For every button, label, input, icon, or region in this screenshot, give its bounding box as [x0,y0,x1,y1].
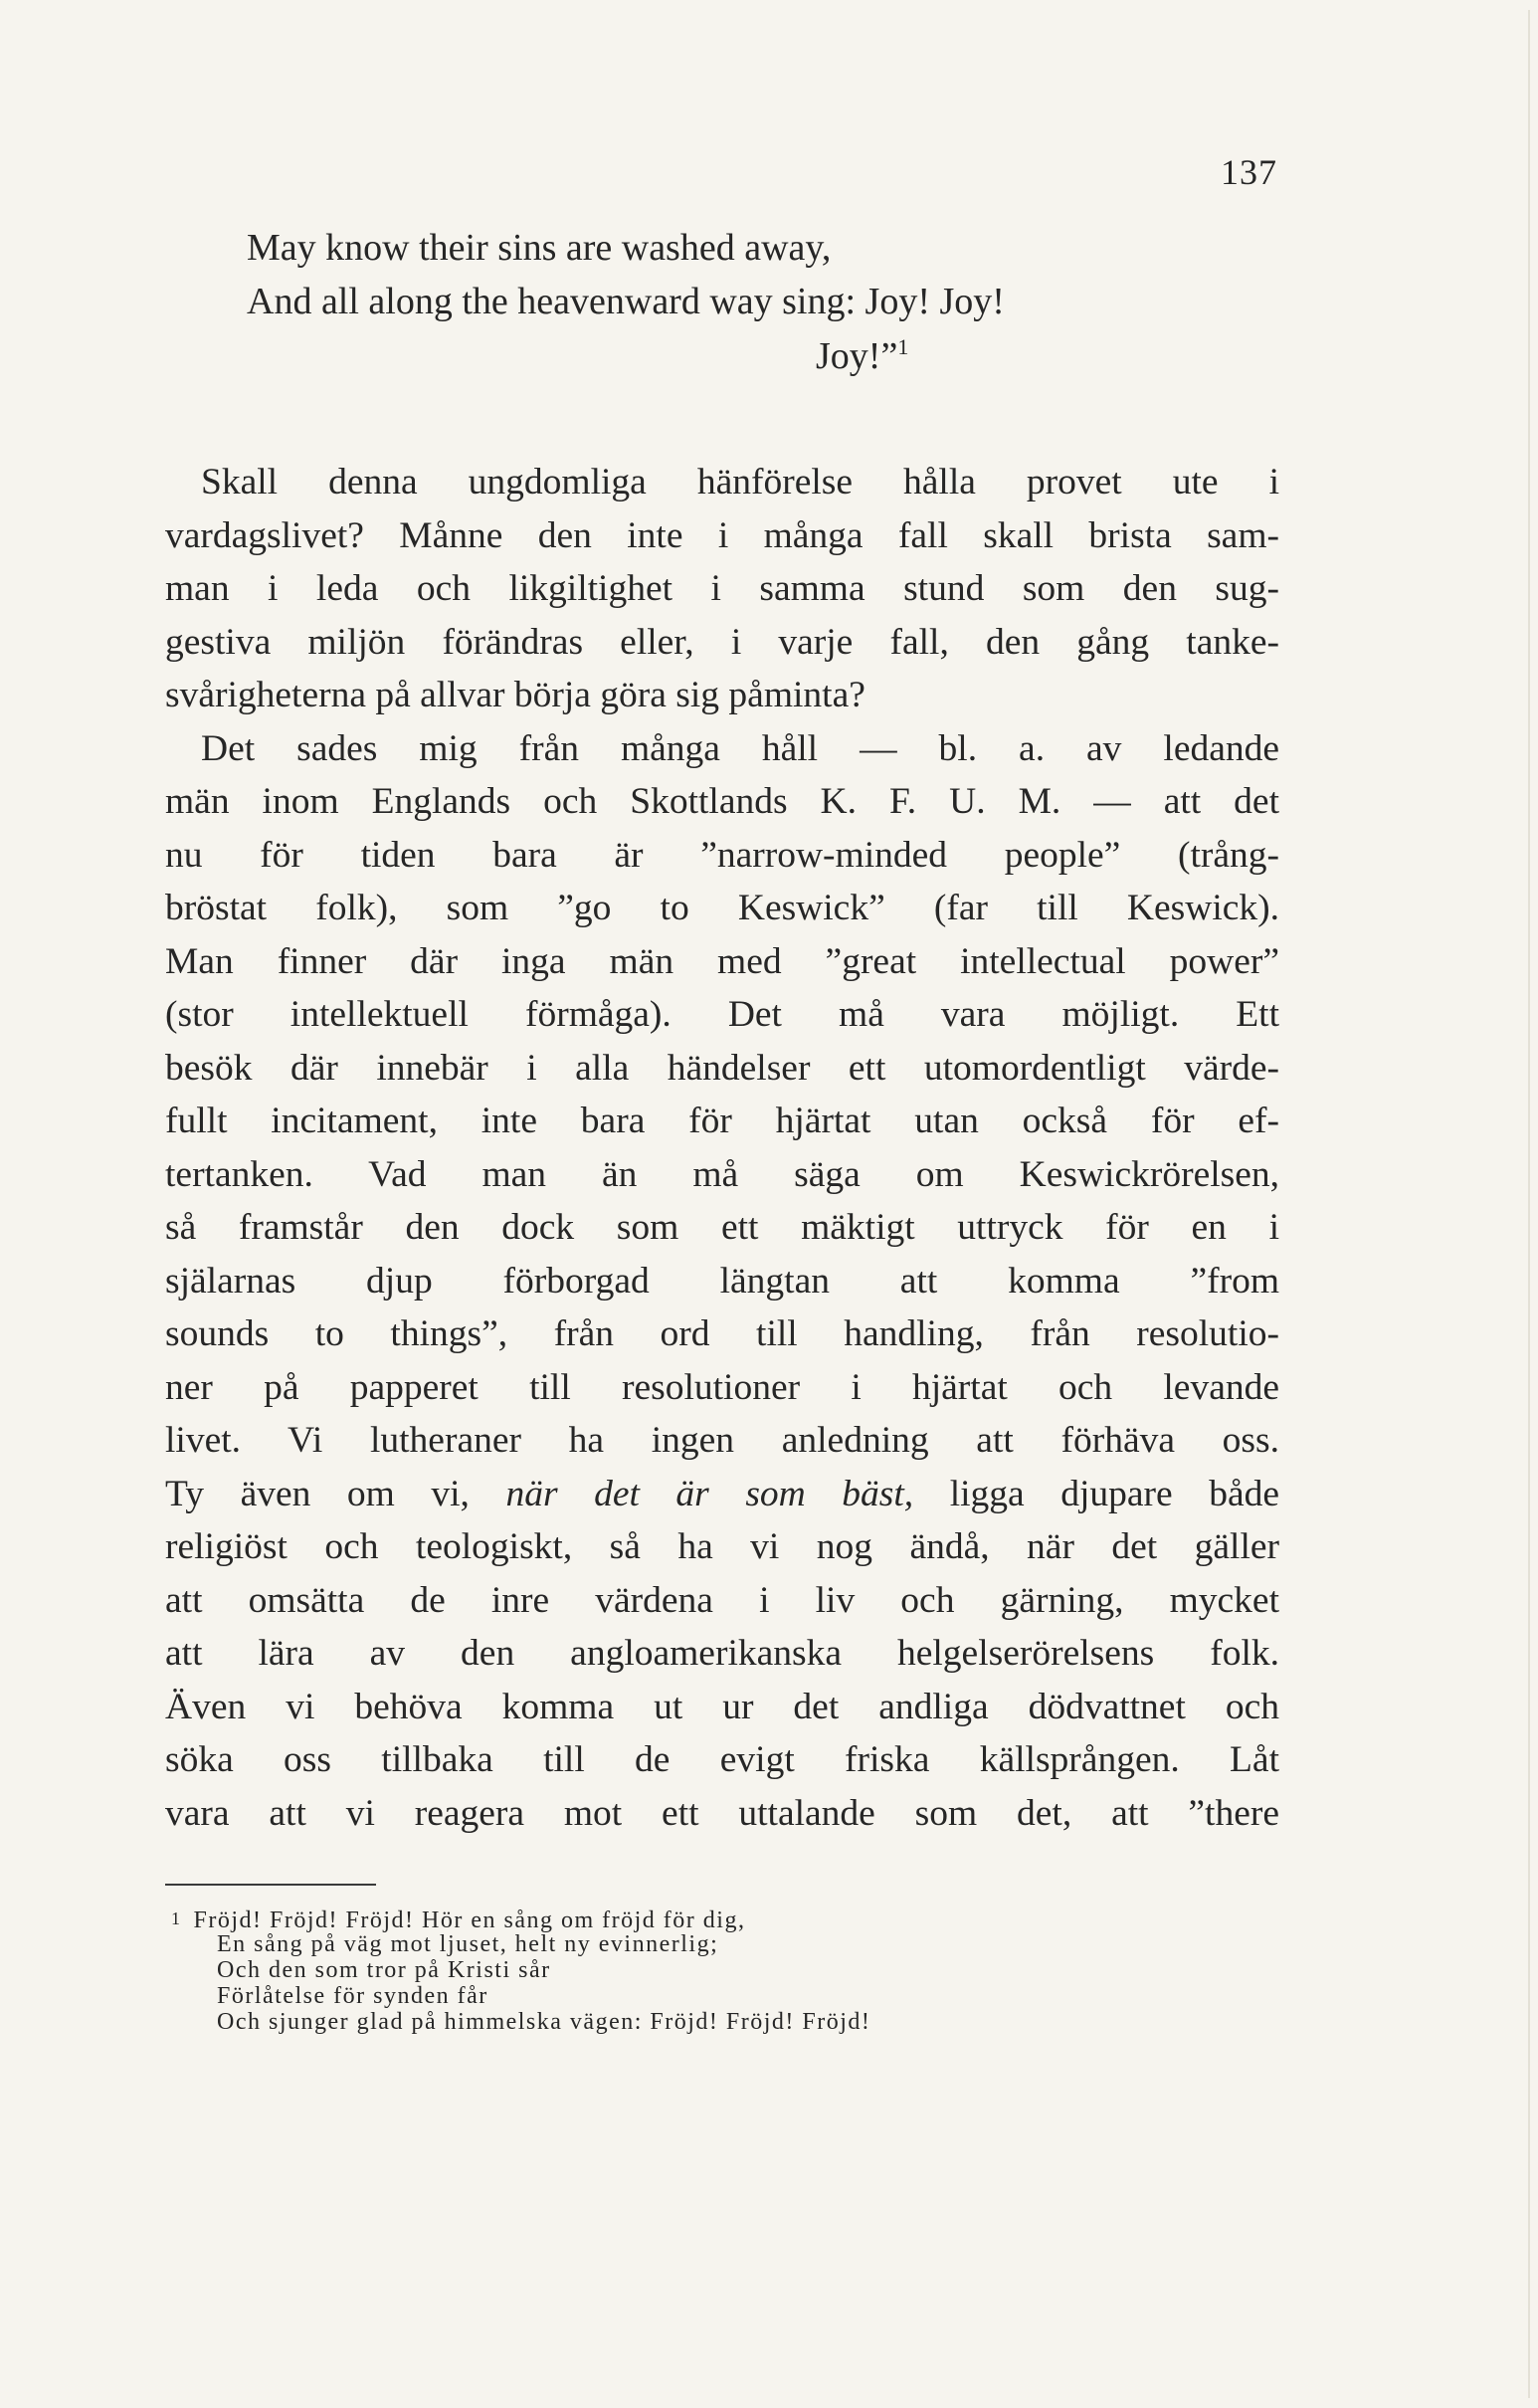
page-number: 137 [1221,152,1277,192]
footnote-line: Förlåtelse för synden får [217,1983,488,2009]
text-line: nu för tiden bara är ”narrow-minded people” (trång- [165,834,1279,876]
verse-line: And all along the heavenward way sing: Joy! Joy! [247,281,1005,322]
text-line: svårigheterna på allvar börja göra sig påminta? [165,675,865,715]
footnote-reference: 1 [897,334,909,359]
text-line: tertanken. Vad man än må säga om Keswickrörelsen, [165,1153,1279,1195]
text-line: bröstat folk), som ”go to Keswick” (far till Keswick). [165,888,1279,928]
text-line: Även vi behöva komma ut ur det andliga dödvattnet och [165,1686,1279,1727]
footnote-line: 1 Fröjd! Fröjd! Fröjd! Hör en sång om fröjd för dig, [171,1907,746,1933]
text-line: söka oss tillbaka till de evigt friska källsprången. Låt [165,1739,1279,1780]
text-line: Man finner där inga män med ”great intellectual power” [165,940,1279,982]
footnote [171,1906,1285,2035]
page-edge [1528,10,1530,2398]
footnote-line: Och sjunger glad på himmelska vägen: Fröjd! Fröjd! Fröjd! [217,2009,871,2035]
italic-phrase: när det är som bäst, [505,1473,914,1514]
text-line: vara att vi reagera mot ett uttalande som det, att ”there [165,1792,1279,1834]
text-line: besök där innebär i alla händelser ett utomordentligt värde- [165,1047,1279,1089]
text-line: ner på papperet till resolutioner i hjärtat och levande [165,1366,1279,1408]
footnote-divider [165,1884,376,1886]
text-line: sounds to things”, från ord till handling, från resolutio- [165,1313,1279,1354]
footnote-line: Och den som tror på Kristi sår [217,1957,551,1983]
text-line-with-italic: Ty även om vi, när det är som bäst, ligga djupare både [165,1473,1280,1514]
text-line: män inom Englands och Skottlands K. F. U. M. — att det [165,781,1279,822]
footnote-mark: 1 [171,1908,182,1928]
verse-line: Joy!”$^1$ [816,334,909,377]
footnote-line: En sång på väg mot ljuset, helt ny evinnerlig; [217,1931,719,1957]
text-line: livet. Vi lutheraner ha ingen anledning att förhäva oss. [165,1420,1279,1461]
text-line: (stor intellektuell förmåga). Det må vara möjligt. Ett [165,994,1279,1035]
text-line: själarnas djup förborgad längtan att komma ”from [165,1260,1279,1302]
text-line: att omsätta de inre värdena i liv och gärning, mycket [165,1579,1279,1621]
text-line: att lära av den angloamerikanska helgelserörelsens folk. [165,1633,1279,1674]
text-line: Skall denna ungdomliga hänförelse hålla provet ute i [201,462,1279,502]
text-line: gestiva miljön förändras eller, i varje fall, den gång tanke- [165,621,1279,663]
text-line: fullt incitament, inte bara för hjärtat utan också för ef- [165,1101,1279,1141]
text-line: Det sades mig från många håll — bl. a. av ledande [201,727,1279,769]
text-line: man i leda och likgiltighet i samma stund som den sug- [165,568,1279,609]
text-line: religiöst och teologiskt, så ha vi nog ändå, när det gäller [165,1526,1279,1567]
text-line: vardagslivet? Månne den inte i många fall skall brista sam- [165,514,1279,556]
body-paragraphs [165,456,1279,1840]
text-line: så framstår den dock som ett mäktigt uttryck för en i [165,1207,1279,1248]
verse-line: May know their sins are washed away, [247,227,832,269]
